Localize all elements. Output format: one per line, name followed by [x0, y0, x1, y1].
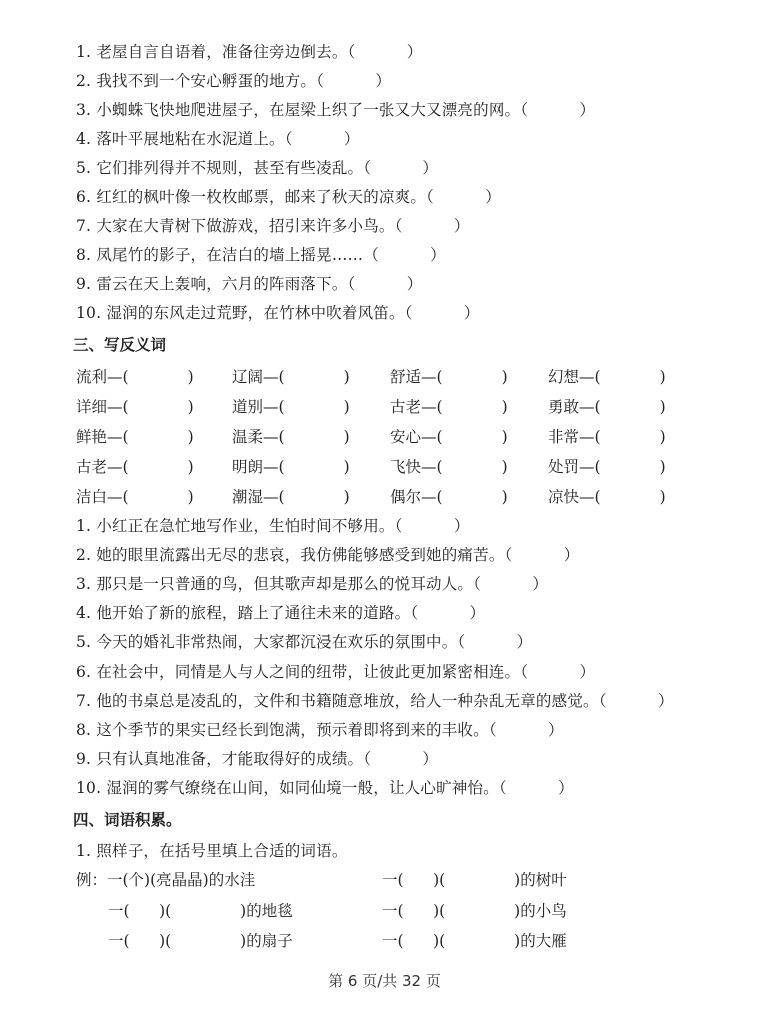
question-item: 5. 今天的婚礼非常热闹，大家都沉浸在欢乐的氛围中。（ ） [76, 633, 533, 651]
question-item: 10. 湿润的东风走过荒野，在竹林中吹着风笛。（ ） [76, 304, 480, 322]
antonym-item: 非常—( ) [548, 428, 666, 446]
antonym-item: 辽阔—( ) [232, 368, 350, 386]
question-item: 3. 那只是一只普通的鸟，但其歌声却是那么的悦耳动人。（ ） [76, 575, 549, 593]
question-item: 9. 雷云在天上轰响，六月的阵雨落下。（ ） [76, 275, 423, 293]
question-item: 4. 他开始了新的旅程，踏上了通往未来的道路。（ ） [76, 604, 486, 622]
question-item: 4. 落叶平展地粘在水泥道上。（ ） [76, 130, 360, 148]
antonym-item: 处罚—( ) [548, 458, 666, 476]
question-item: 6. 在社会中，同情是人与人之间的纽带，让彼此更加紧密相连。（ ） [76, 663, 596, 681]
fill-item: 一( )( )的扇子 [108, 932, 293, 950]
question-item: 5. 它们排列得并不规则，甚至有些凌乱。（ ） [76, 159, 439, 177]
antonym-item: 安心—( ) [390, 428, 508, 446]
question-item: 6. 红红的枫叶像一枚枚邮票，邮来了秋天的凉爽。（ ） [76, 188, 501, 206]
question-item: 7. 大家在大青树下做游戏，招引来许多小鸟。（ ） [76, 217, 470, 235]
antonym-item: 偶尔—( ) [390, 488, 508, 506]
antonym-item: 潮湿—( ) [232, 488, 350, 506]
question-item: 2. 她的眼里流露出无尽的悲哀，我仿佛能够感受到她的痛苦。（ ） [76, 546, 580, 564]
question-item: 9. 只有认真地准备，才能取得好的成绩。（ ） [76, 750, 439, 768]
antonym-item: 详细—( ) [76, 398, 194, 416]
question-item: 8. 凤尾竹的影子，在洁白的墙上摇晃……（ ） [76, 246, 446, 264]
question-item: 8. 这个季节的果实已经长到饱满，预示着即将到来的丰收。（ ） [76, 721, 564, 739]
instruction-text: 1. 照样子，在括号里填上合适的词语。 [76, 842, 348, 860]
antonym-item: 飞快—( ) [390, 458, 508, 476]
fill-item: 一( )( )的小鸟 [382, 902, 567, 920]
question-item: 10. 湿润的雾气缭绕在山间，如同仙境一般，让人心旷神怡。（ ） [76, 779, 574, 797]
antonym-item: 凉快—( ) [548, 488, 666, 506]
page-number: 第 6 页/共 32 页 [328, 972, 441, 990]
antonym-item: 勇敢—( ) [548, 398, 666, 416]
fill-item: 一( )( )的地毯 [108, 902, 293, 920]
antonym-item: 鲜艳—( ) [76, 428, 194, 446]
antonym-item: 道别—( ) [232, 398, 350, 416]
antonym-item: 温柔—( ) [232, 428, 350, 446]
antonym-item: 舒适—( ) [390, 368, 508, 386]
question-item: 2. 我找不到一个安心孵蛋的地方。（ ） [76, 72, 392, 90]
question-item: 7. 他的书桌总是凌乱的，文件和书籍随意堆放，给人一种杂乱无章的感觉。（ ） [76, 692, 674, 710]
antonym-item: 流利—( ) [76, 368, 194, 386]
fill-item: 一( )( )的树叶 [382, 871, 567, 889]
example-text: 例：一(个)(亮晶晶)的水洼 [76, 871, 256, 889]
antonym-item: 古老—( ) [76, 458, 194, 476]
antonym-item: 明朗—( ) [232, 458, 350, 476]
section-heading-vocabulary: 四、词语积累。 [73, 811, 182, 829]
question-item: 1. 小红正在急忙地写作业，生怕时间不够用。（ ） [76, 517, 470, 535]
fill-item: 一( )( )的大雁 [382, 932, 567, 950]
antonym-item: 幻想—( ) [548, 368, 666, 386]
section-heading-antonyms: 三、写反义词 [73, 336, 167, 354]
question-item: 3. 小蜘蛛飞快地爬进屋子，在屋梁上织了一张又大又漂亮的网。（ ） [76, 101, 596, 119]
question-item: 1. 老屋自言自语着，准备往旁边倒去。（ ） [76, 43, 423, 61]
antonym-item: 古老—( ) [390, 398, 508, 416]
antonym-item: 洁白—( ) [76, 488, 194, 506]
